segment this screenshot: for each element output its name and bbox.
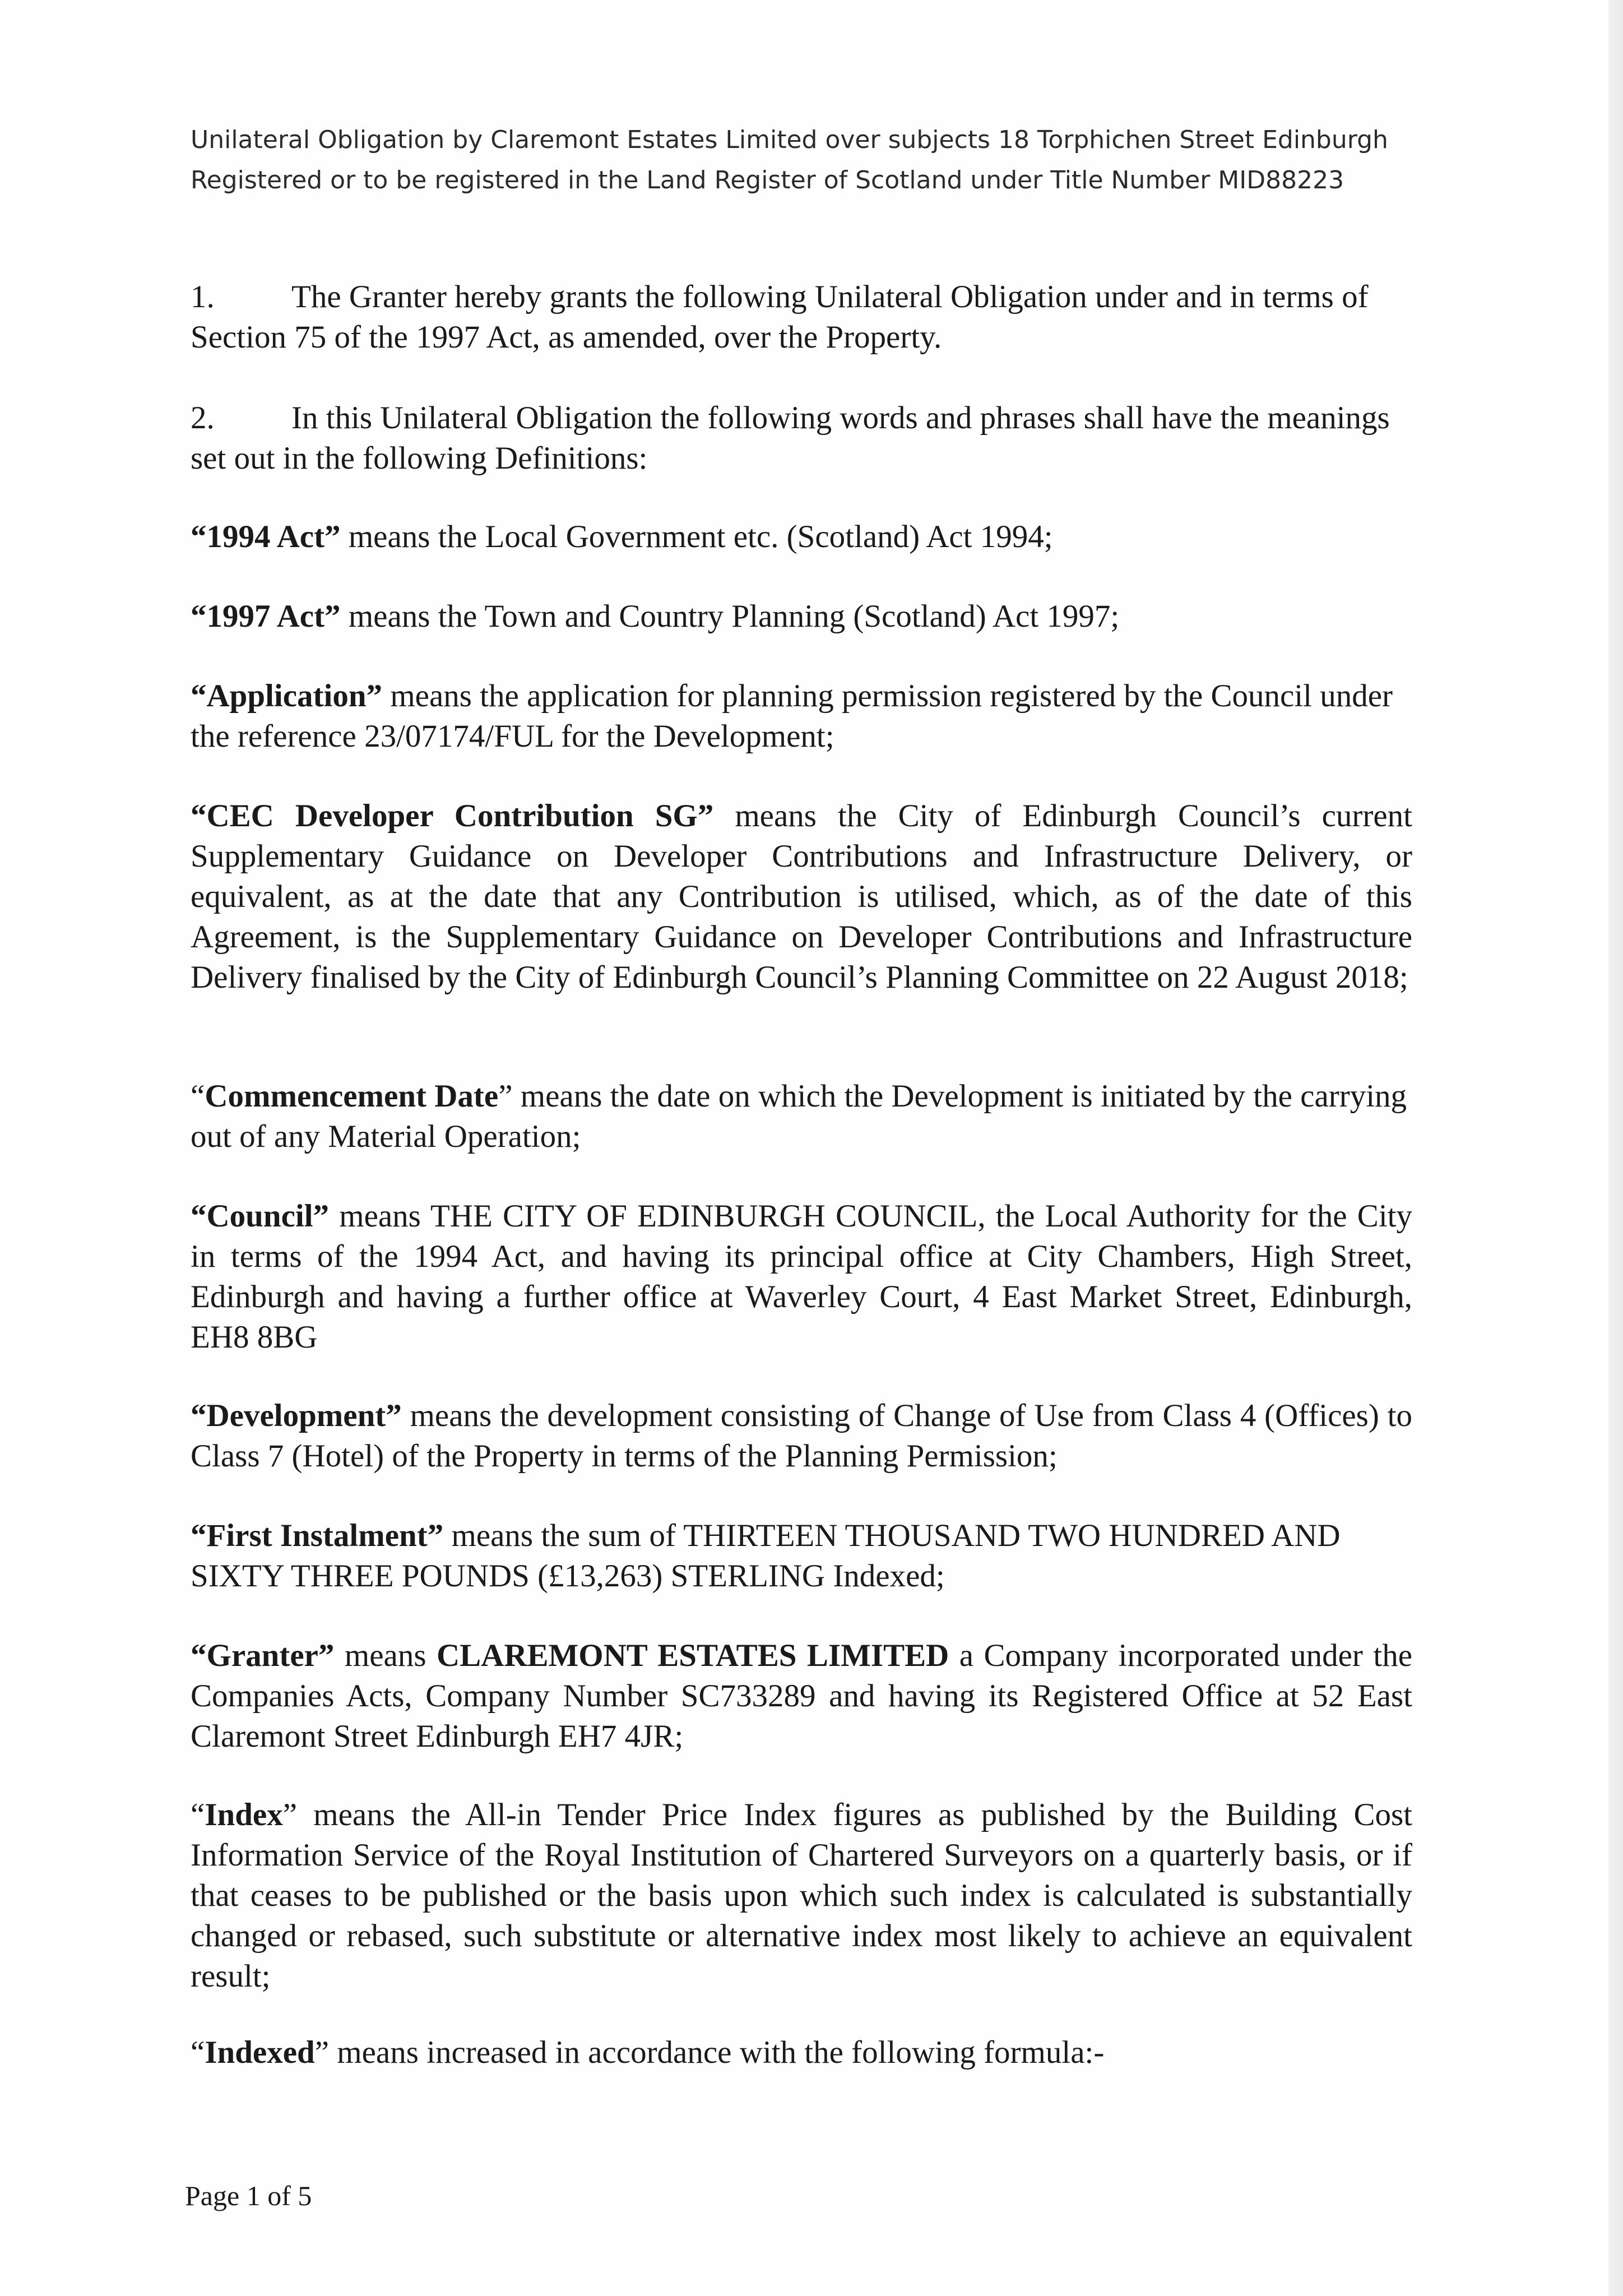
definition-term: Indexed <box>205 2035 315 2070</box>
clause-number: 1. <box>191 279 215 314</box>
definition-text: means the Local Government etc. (Scotland) Act 1994; <box>340 519 1053 554</box>
definition-text: means increased in accordance with the following formula:- <box>329 2035 1105 2070</box>
definition-close-quote: ” <box>498 1078 513 1114</box>
definition-term: “Granter” <box>191 1638 335 1673</box>
definition-text-continued: a Company incorporated under the Companies Acts, Company Number SC733289 and having its Registered Office at 52 East Claremont Street Edinburgh EH7 4JR; <box>191 1638 1412 1754</box>
definition-term: “1994 Act” <box>191 519 341 554</box>
definition-council <box>191 1196 1412 1358</box>
definition-term: “Development” <box>191 1398 402 1433</box>
page-number: Page 1 of 5 <box>185 2180 312 2211</box>
definition-term: “CEC Developer Contribution SG” <box>191 798 714 834</box>
definition-1997-act <box>191 596 1412 637</box>
definition-term: “Council” <box>191 1198 330 1234</box>
definition-open-quote: “ <box>191 1797 205 1832</box>
definition-text: means the development consisting of Change of Use from Class 4 (Offices) to Class 7 (Hotel) of the Property in terms of the Planning Permission; <box>191 1398 1412 1474</box>
page-edge-shadow <box>1608 0 1623 2296</box>
definition-open-quote: “ <box>191 2035 205 2070</box>
definition-text: means the City of Edinburgh Council’s current Supplementary Guidance on Developer Contributions and Infrastructure Delivery, or equivalent, as at the date that any Contribution is utilised, which, as of the date of this Agreement, is the Supplementary Guidance on Developer Contributions and Infrastructure Delivery finalised by the City of Edinburgh Council’s Planning Committee on 22 August 2018; <box>191 798 1412 995</box>
definition-term: Index <box>205 1797 283 1832</box>
definition-indexed <box>191 2033 1412 2073</box>
definition-text: means the sum of THIRTEEN THOUSAND TWO HUNDRED AND SIXTY THREE POUNDS (£13,263) STERLING Indexed; <box>191 1518 1341 1594</box>
definition-open-quote: “ <box>191 1078 205 1114</box>
definition-granter <box>191 1636 1412 1757</box>
definition-cec-developer-contribution <box>191 796 1412 998</box>
definition-commencement-date <box>191 1076 1412 1157</box>
document-header: Unilateral Obligation by Claremont Estates Limited over subjects 18 Torphichen Street Edinburgh Registered or to be registered in the Land Register of Scotland under Title Number MID88223 <box>191 126 1388 195</box>
definition-close-quote: ” <box>314 2035 330 2070</box>
clause-text: The Granter hereby grants the following Unilateral Obligation under and in terms of Section 75 of the 1997 Act, as amended, over the Property. <box>191 279 1369 355</box>
definition-text: means THE CITY OF EDINBURGH COUNCIL, the Local Authority for the City in terms of the 1994 Act, and having its principal office at City Chambers, High Street, Edinburgh and having a further office at Waverley Court, 4 East Market Street, Edinburgh, EH8 8BG <box>191 1198 1412 1355</box>
definition-development <box>191 1396 1412 1476</box>
definition-term: “First Instalment” <box>191 1518 444 1553</box>
definition-text: means the date on which the Development is initiated by the carrying out of any Material Operation; <box>191 1078 1407 1154</box>
definition-1994-act <box>191 517 1412 557</box>
definition-term: “Application” <box>191 678 383 714</box>
clause-1 <box>191 277 1412 358</box>
definition-close-quote: ” <box>282 1797 298 1832</box>
definition-text: means the All-in Tender Price Index figures as published by the Building Cost Information Service of the Royal Institution of Chartered Surveyors on a quarterly basis, or if that ceases to be published or the basis upon which such index is calculated is substantially changed or rebased, such substitute or alternative index most likely to achieve an equivalent result; <box>191 1797 1412 1994</box>
definition-text: means the application for planning permission registered by the Council under the reference 23/07174/FUL for the Development; <box>191 678 1393 754</box>
clause-number: 2. <box>191 400 215 436</box>
clause-text: In this Unilateral Obligation the following words and phrases shall have the meanings set out in the following Definitions: <box>191 400 1390 476</box>
definition-first-instalment <box>191 1516 1412 1596</box>
definition-index <box>191 1795 1412 1997</box>
granter-company-name: CLAREMONT ESTATES LIMITED <box>436 1638 949 1673</box>
definition-term: Commencement Date <box>205 1078 499 1114</box>
definition-text: means <box>334 1638 437 1673</box>
definition-application <box>191 676 1412 757</box>
clause-2 <box>191 398 1412 479</box>
definition-term: “1997 Act” <box>191 599 341 634</box>
definition-text: means the Town and Country Planning (Scotland) Act 1997; <box>340 599 1120 634</box>
